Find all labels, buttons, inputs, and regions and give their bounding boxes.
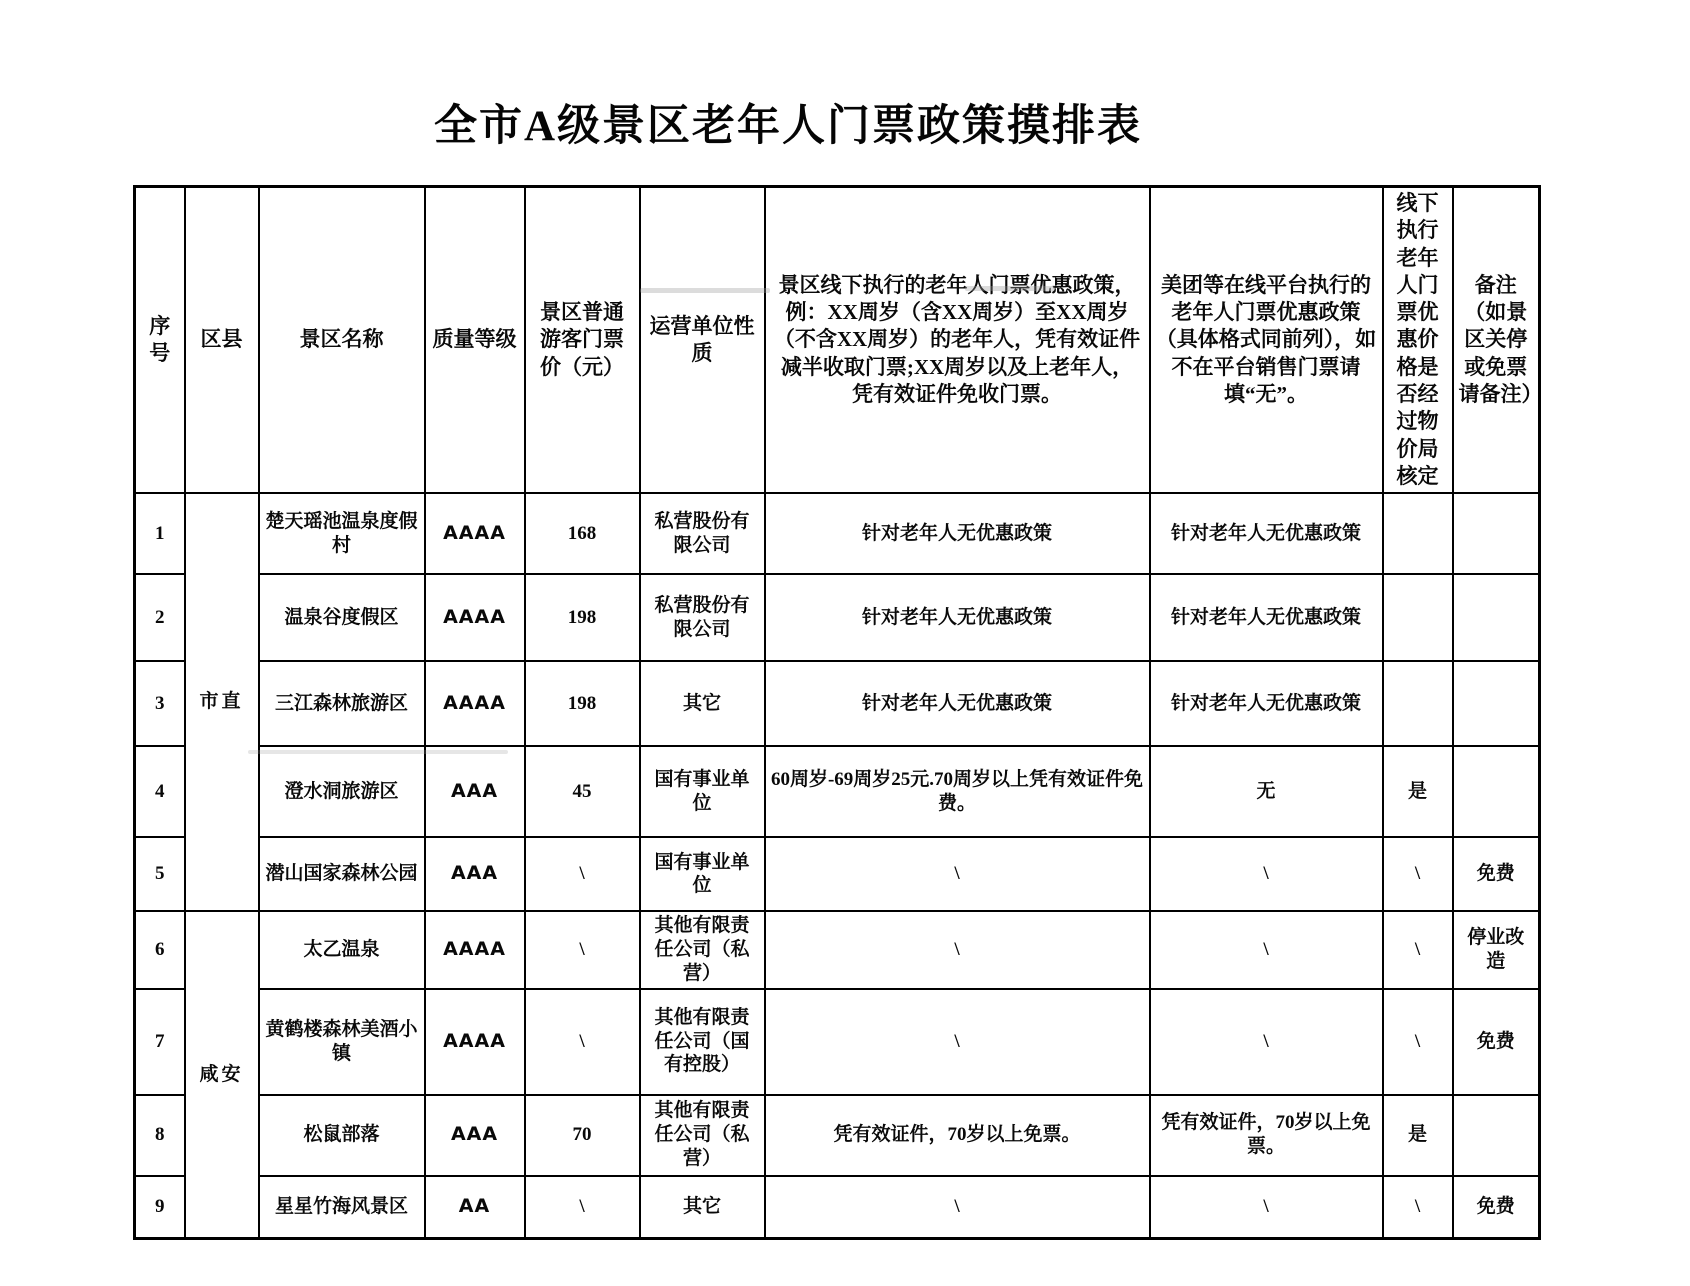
cell-grade: AA (425, 1176, 525, 1239)
cell-online-policy: 无 (1150, 746, 1383, 837)
cell-price-approved: 是 (1383, 746, 1453, 837)
header-price-approved: 线下执行老年人门票优惠价格是否经过物价局核定 (1383, 187, 1453, 494)
cell-scenic-name: 黄鹤楼森林美酒小镇 (259, 989, 425, 1095)
cell-price-approved (1383, 661, 1453, 746)
cell-seq: 6 (135, 911, 185, 988)
cell-remark (1453, 661, 1540, 746)
cell-offline-policy: 针对老年人无优惠政策 (765, 574, 1150, 661)
cell-grade: AAAA (425, 493, 525, 574)
cell-remark (1453, 1095, 1540, 1176)
cell-offline-policy: 凭有效证件，70岁以上免票。 (765, 1095, 1150, 1176)
header-online-policy: 美团等在线平台执行的老年人门票优惠政策（具体格式同前列），如不在平台销售门票请填“无”。 (1150, 187, 1383, 494)
cell-ticket-price: \ (525, 911, 640, 988)
scan-artifact (965, 286, 1055, 291)
scan-artifact (640, 288, 770, 293)
cell-operator-type: 其它 (640, 661, 765, 746)
cell-operator-type: 私营股份有限公司 (640, 574, 765, 661)
cell-grade: AAAA (425, 989, 525, 1095)
header-row (135, 187, 1540, 494)
cell-scenic-name: 澄水洞旅游区 (259, 746, 425, 837)
cell-online-policy: 针对老年人无优惠政策 (1150, 493, 1383, 574)
cell-district-group-shizhi: 市直 (185, 493, 259, 911)
cell-online-policy: \ (1150, 989, 1383, 1095)
cell-remark: 免费 (1453, 989, 1540, 1095)
cell-grade: AAAA (425, 661, 525, 746)
table-row (135, 493, 1540, 574)
cell-ticket-price: 70 (525, 1095, 640, 1176)
cell-price-approved (1383, 574, 1453, 661)
cell-seq: 7 (135, 989, 185, 1095)
cell-online-policy: 针对老年人无优惠政策 (1150, 661, 1383, 746)
header-name: 景区名称 (259, 187, 425, 494)
cell-remark (1453, 574, 1540, 661)
cell-offline-policy: \ (765, 1176, 1150, 1239)
policy-table (133, 185, 1541, 1240)
title-area (133, 98, 1443, 156)
cell-operator-type: 私营股份有限公司 (640, 493, 765, 574)
header-district: 区县 (185, 187, 259, 494)
table-row (135, 1095, 1540, 1176)
cell-seq: 1 (135, 493, 185, 574)
cell-price-approved (1383, 493, 1453, 574)
cell-offline-policy: 针对老年人无优惠政策 (765, 661, 1150, 746)
cell-scenic-name: 温泉谷度假区 (259, 574, 425, 661)
cell-ticket-price: 45 (525, 746, 640, 837)
cell-remark: 免费 (1453, 837, 1540, 911)
cell-ticket-price: 198 (525, 661, 640, 746)
cell-online-policy: \ (1150, 837, 1383, 911)
table-row (135, 661, 1540, 746)
cell-ticket-price: \ (525, 1176, 640, 1239)
cell-operator-type: 其它 (640, 1176, 765, 1239)
cell-price-approved: \ (1383, 837, 1453, 911)
table-row (135, 574, 1540, 661)
cell-grade: AAAA (425, 911, 525, 988)
cell-seq: 9 (135, 1176, 185, 1239)
cell-operator-type: 国有事业单位 (640, 746, 765, 837)
cell-seq: 2 (135, 574, 185, 661)
scan-artifact (248, 750, 508, 754)
header-seq: 序号 (135, 187, 185, 494)
cell-price-approved: \ (1383, 989, 1453, 1095)
cell-scenic-name: 松鼠部落 (259, 1095, 425, 1176)
header-offline-policy: 景区线下执行的老年人门票优惠政策，例：XX周岁（含XX周岁）至XX周岁（不含XX周岁）的老年人，凭有效证件减半收取门票;XX周岁以及上老年人，凭有效证件免收门票。 (765, 187, 1150, 494)
cell-operator-type: 其他有限责任公司（私营） (640, 911, 765, 988)
cell-seq: 3 (135, 661, 185, 746)
cell-scenic-name: 楚天瑶池温泉度假村 (259, 493, 425, 574)
header-price: 景区普通游客门票价（元） (525, 187, 640, 494)
cell-price-approved: \ (1383, 1176, 1453, 1239)
cell-seq: 8 (135, 1095, 185, 1176)
table-row (135, 837, 1540, 911)
cell-scenic-name: 星星竹海风景区 (259, 1176, 425, 1239)
cell-seq: 5 (135, 837, 185, 911)
cell-ticket-price: 168 (525, 493, 640, 574)
table-row (135, 746, 1540, 837)
cell-seq: 4 (135, 746, 185, 837)
document-page (0, 98, 1690, 1286)
cell-operator-type: 国有事业单位 (640, 837, 765, 911)
cell-online-policy: \ (1150, 911, 1383, 988)
cell-online-policy: 针对老年人无优惠政策 (1150, 574, 1383, 661)
cell-online-policy: 凭有效证件，70岁以上免票。 (1150, 1095, 1383, 1176)
cell-district-group-xianan: 咸安 (185, 911, 259, 1238)
cell-remark (1453, 746, 1540, 837)
cell-offline-policy: \ (765, 837, 1150, 911)
table-row (135, 911, 1540, 988)
cell-ticket-price: \ (525, 989, 640, 1095)
cell-scenic-name: 太乙温泉 (259, 911, 425, 988)
cell-online-policy: \ (1150, 1176, 1383, 1239)
table-row (135, 1176, 1540, 1239)
cell-grade: AAA (425, 746, 525, 837)
cell-offline-policy: \ (765, 989, 1150, 1095)
cell-grade: AAA (425, 837, 525, 911)
cell-remark: 停业改造 (1453, 911, 1540, 988)
cell-operator-type: 其他有限责任公司（国有控股） (640, 989, 765, 1095)
cell-ticket-price: 198 (525, 574, 640, 661)
cell-grade: AAAA (425, 574, 525, 661)
cell-price-approved: 是 (1383, 1095, 1453, 1176)
cell-price-approved: \ (1383, 911, 1453, 988)
cell-remark: 免费 (1453, 1176, 1540, 1239)
cell-scenic-name: 潜山国家森林公园 (259, 837, 425, 911)
document-title: 全市A级景区老年人门票政策摸排表 (433, 103, 1143, 150)
cell-ticket-price: \ (525, 837, 640, 911)
table-row (135, 989, 1540, 1095)
cell-grade: AAA (425, 1095, 525, 1176)
cell-offline-policy: \ (765, 911, 1150, 988)
cell-scenic-name: 三江森林旅游区 (259, 661, 425, 746)
header-remark: 备注（如景区关停或免票请备注） (1453, 187, 1540, 494)
cell-remark (1453, 493, 1540, 574)
header-operator: 运营单位性质 (640, 187, 765, 494)
cell-operator-type: 其他有限责任公司（私营） (640, 1095, 765, 1176)
cell-offline-policy: 针对老年人无优惠政策 (765, 493, 1150, 574)
cell-offline-policy: 60周岁-69周岁25元.70周岁以上凭有效证件免费。 (765, 746, 1150, 837)
header-grade: 质量等级 (425, 187, 525, 494)
